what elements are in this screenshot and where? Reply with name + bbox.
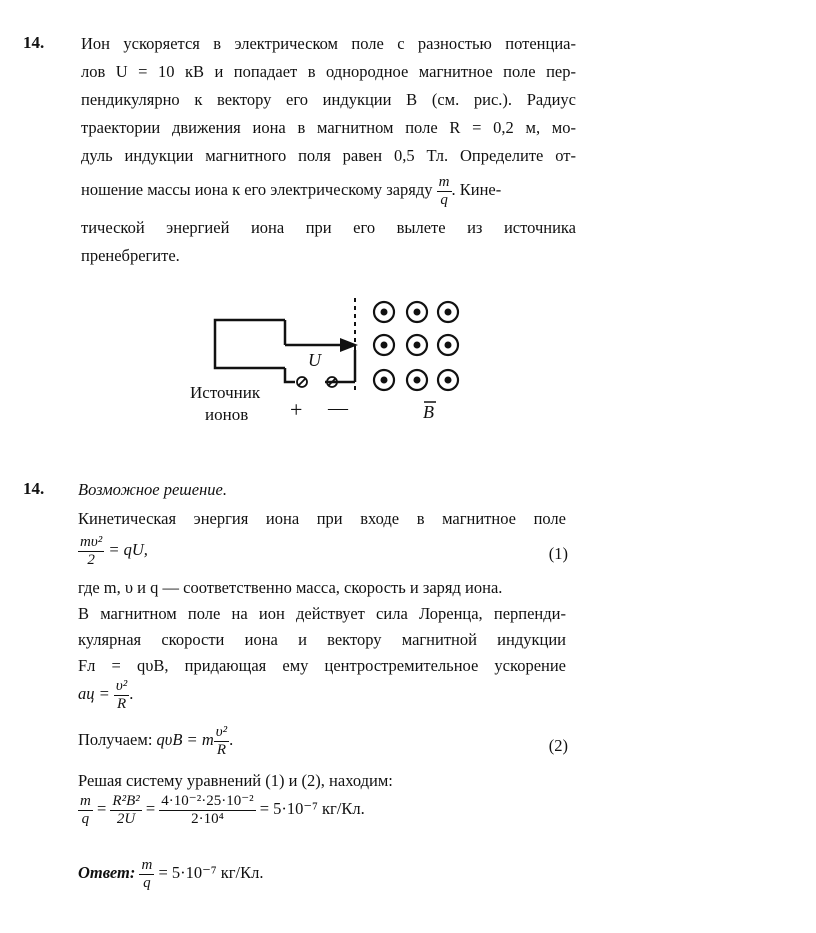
eq-a-den: R	[117, 695, 127, 712]
solution-line-3: В магнитном поле на ион действует сила Лоренца, перпенди-	[78, 604, 566, 623]
ratio-fraction	[437, 174, 452, 208]
eq-a-tail: .	[129, 683, 134, 703]
problem-number: 14.	[23, 33, 45, 52]
answer-label: Ответ:	[78, 862, 136, 882]
answer-q: q	[143, 874, 151, 891]
res-ratio	[78, 793, 93, 827]
eq1-den: 2	[87, 551, 95, 568]
magnetic-field-dots	[374, 302, 458, 390]
equation-1	[78, 534, 568, 568]
eq2-tail: .	[229, 729, 234, 749]
problem-line-6	[81, 174, 501, 208]
problem-line-7: тической энергией иона при его вылете из источника	[81, 218, 576, 237]
problem-line-6-tail: . Кине-	[451, 179, 502, 199]
res-f1-num: R²B²	[112, 793, 140, 809]
eq2-den: R	[216, 741, 227, 758]
eq1-num: mυ²	[80, 534, 103, 550]
solution-line-6: Решая систему уравнений (1) и (2), находим:	[78, 771, 393, 790]
eq1-tag: (1)	[548, 544, 568, 563]
res-fraction-2	[159, 793, 255, 827]
wire-left	[285, 368, 295, 382]
problem-line-5: дуль индукции магнитного поля равен 0,5 Тл. Определите от-	[81, 146, 576, 165]
label-plus: +	[290, 397, 303, 422]
solution-number: 14.	[23, 479, 45, 498]
solution-heading: Возможное решение.	[78, 480, 227, 499]
solution-line-2: где m, υ и q — соответственно масса, скорость и заряд иона.	[78, 578, 503, 597]
ratio-num: m	[438, 174, 450, 190]
solution-line-5: Fл = qυB, придающая ему центростремительное ускорение	[78, 656, 566, 675]
eq-a-lhs: aц =	[78, 683, 110, 703]
problem-line-3: пендикулярно к вектору его индукции B (см. рис.). Радиус	[81, 90, 576, 109]
label-B: B	[423, 402, 434, 422]
label-source-2: ионов	[205, 405, 249, 424]
eq-a-fraction	[114, 678, 129, 712]
eq1-rhs: = qU,	[108, 539, 148, 559]
answer-value: = 5·10⁻⁷ кг/Кл.	[158, 862, 264, 882]
res-q: q	[81, 810, 90, 827]
problem-line-4: траектории движения иона в магнитном поле R = 0,2 м, мо-	[81, 118, 576, 137]
eq2-tag: (2)	[548, 736, 568, 755]
res-m: m	[80, 793, 91, 809]
ion-source-box	[215, 320, 285, 368]
solution-line-1: Кинетическая энергия иона при входе в магнитное поле	[78, 509, 566, 528]
result-equation: $\frac{m}{q}$ = $\frac{\text{R²B²}}{2U}$ = $\frac{\text{4·10⁻²·25·10⁻²}}{\text{2·10⁴}}$ = 5·10⁻⁷ кг/Кл.	[80, 793, 365, 827]
res-fraction-1	[110, 793, 141, 827]
eq2-lhs: qυB = m	[156, 729, 214, 749]
label-minus: —	[328, 397, 348, 419]
answer-m: m	[141, 857, 153, 873]
res-f2-den: 2·10⁴	[191, 810, 224, 827]
problem-line-1: Ион ускоряется в электрическом поле с разностью потенциа-	[81, 34, 576, 53]
res-value: = 5·10⁻⁷ кг/Кл.	[259, 798, 365, 818]
problem-line-8: пренебрегите.	[81, 246, 180, 265]
problem-line-6-text: ношение массы иона к его электрическому заряду	[81, 179, 433, 199]
equation-2	[78, 724, 568, 758]
answer	[78, 857, 263, 891]
ratio-den: q	[440, 191, 448, 208]
eq2-fraction	[214, 724, 229, 758]
res-f2-num: 4·10⁻²·25·10⁻²	[161, 793, 254, 809]
solution-line-4: кулярная скорости иона и вектору магнитной индукции	[78, 630, 566, 649]
label-U: U	[308, 350, 321, 370]
res-f1-den: 2U	[116, 810, 136, 827]
equation-acceleration	[78, 678, 133, 712]
got-label: Получаем:	[78, 729, 153, 749]
label-source-1: Источник	[190, 383, 261, 402]
answer-ratio	[139, 857, 154, 891]
eq-a-num: υ²	[115, 678, 128, 694]
problem-line-2: лов U = 10 кВ и попадает в однородное магнитное поле пер-	[81, 62, 576, 81]
eq1-fraction	[78, 534, 104, 568]
eq2-num: υ²	[215, 724, 228, 740]
